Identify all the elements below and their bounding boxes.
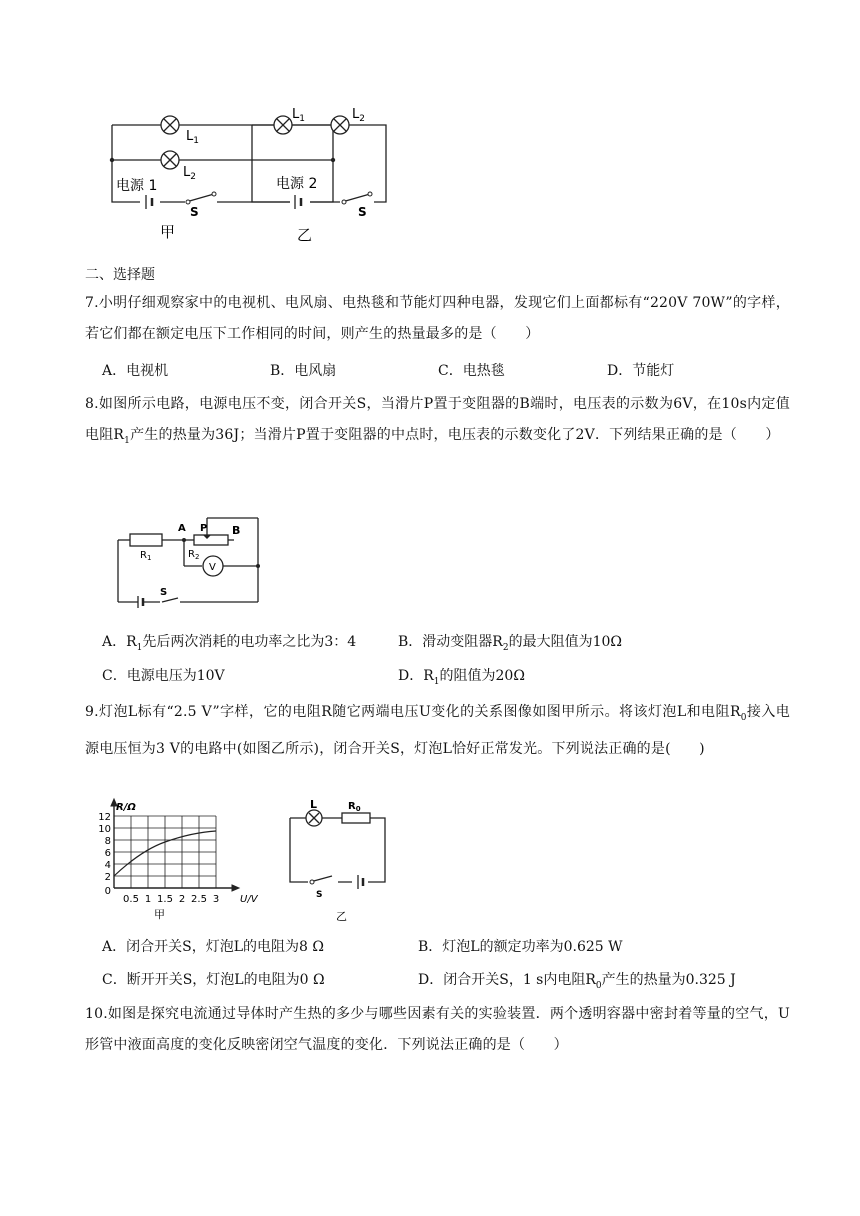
- question-9-option-a: A．闭合开关S，灯泡L的电阻为8 Ω: [102, 939, 324, 955]
- question-9-option-c: C．断开开关S，灯泡L的电阻为0 Ω: [102, 972, 325, 988]
- question-7-option-a: A．电视机: [102, 363, 169, 379]
- section-title: 二、选择题: [85, 267, 155, 283]
- svg-text:L1: $L_1$: [186, 129, 199, 146]
- svg-text:R2: $R_2$: [188, 549, 200, 561]
- svg-text:0: 0: [104, 886, 111, 897]
- svg-text:2: 2: [104, 872, 111, 883]
- question-9-text: 9.灯泡L标有“2.5 V”字样，它的电阻R随它两端电压U变化的关系图像如图甲所示。将该灯泡L和电阻$R_0$接入电源电压恒为3 V的电路中(如图乙所示)，闭合开关S，灯泡L恰好正常发光。下列说法正确的是( ): [85, 704, 790, 757]
- svg-text:U/V: U/V: [240, 894, 258, 905]
- question-9-option-d: D．闭合开关S，1 s内电阻$R_0$产生的热量为0.325 J: [418, 972, 736, 991]
- svg-text:2.5: 2.5: [191, 894, 207, 905]
- svg-text:8: 8: [104, 836, 111, 847]
- figure-top-circuits: [100, 100, 400, 245]
- svg-text:R/Ω: R/Ω: [116, 802, 136, 813]
- figure-question-9-circuit: [280, 796, 395, 926]
- question-7-option-c: C．电热毯: [438, 363, 505, 379]
- question-7-option-d: D．节能灯: [607, 363, 675, 379]
- svg-text:L1: $L_1$: [292, 107, 305, 124]
- svg-text:L2: $L_2$: [183, 165, 196, 182]
- svg-text:S: S: [358, 205, 367, 219]
- svg-text:乙: 乙: [336, 910, 347, 923]
- svg-text:V: V: [209, 562, 216, 573]
- svg-text:P: P: [200, 523, 208, 534]
- svg-text:乙: 乙: [297, 226, 313, 244]
- question-8-option-c: C．电源电压为10V: [102, 668, 225, 684]
- svg-text:1.5: 1.5: [157, 894, 173, 905]
- figure-question-8-circuit: [112, 510, 262, 610]
- question-8-option-b: B．滑动变阻器$R_2$的最大阻值为10Ω: [398, 634, 622, 653]
- svg-text:S: S: [160, 587, 168, 598]
- svg-text:甲: 甲: [154, 908, 165, 921]
- svg-text:0.5: 0.5: [123, 894, 139, 905]
- svg-text:B: B: [232, 524, 241, 537]
- question-8-text: 8.如图所示电路，电源电压不变，闭合开关S，当滑片P置于变阻器的B端时，电压表的示数为6V，在10s内定值电阻$R_1$产生的热量为36J；当滑片P置于变阻器的中点时，电压表的示数变化了2V．下列结果正确的是（ ）: [85, 396, 790, 446]
- question-8-option-d: D．$R_1$的阻值为20Ω: [398, 668, 525, 687]
- figure-question-9-graph: [96, 796, 271, 926]
- svg-text:R1: $R_1$: [140, 550, 152, 562]
- svg-text:12: 12: [98, 812, 111, 823]
- svg-text:甲: 甲: [160, 223, 176, 241]
- svg-text:6: 6: [104, 848, 111, 859]
- svg-text:电源 1: 电源 1: [116, 178, 158, 194]
- svg-text:S: S: [190, 205, 199, 219]
- svg-text:电源 2: 电源 2: [276, 176, 318, 192]
- question-10-text: 10.如图是探究电流通过导体时产生热的多少与哪些因素有关的实验装置．两个透明容器中密封着等量的空气，U形管中液面高度的变化反映密闭空气温度的变化．下列说法正确的是（ ）: [85, 1006, 790, 1053]
- svg-text:1: 1: [144, 894, 152, 905]
- question-9-option-b: B．灯泡L的额定功率为0.625 W: [418, 939, 623, 955]
- svg-text:L: L: [310, 798, 318, 811]
- svg-text:R0: $R_0$: [348, 801, 361, 813]
- svg-text:10: 10: [98, 824, 111, 835]
- svg-text:4: 4: [104, 860, 111, 871]
- svg-text:A: A: [178, 523, 186, 534]
- question-8-option-a: A．$R_1$先后两次消耗的电功率之比为3：4: [102, 634, 357, 653]
- question-7-option-b: B．电风扇: [270, 363, 337, 379]
- svg-text:2: 2: [178, 894, 186, 905]
- question-7-text: 7.小明仔细观察家中的电视机、电风扇、电热毯和节能灯四种电器，发现它们上面都标有“220V 70W”的字样，若它们都在额定电压下工作相同的时间，则产生的热量最多的是（ ）: [85, 295, 790, 342]
- svg-text:S: S: [316, 890, 323, 900]
- svg-text:3: 3: [212, 894, 220, 905]
- svg-text:L2: $L_2$: [352, 107, 365, 124]
